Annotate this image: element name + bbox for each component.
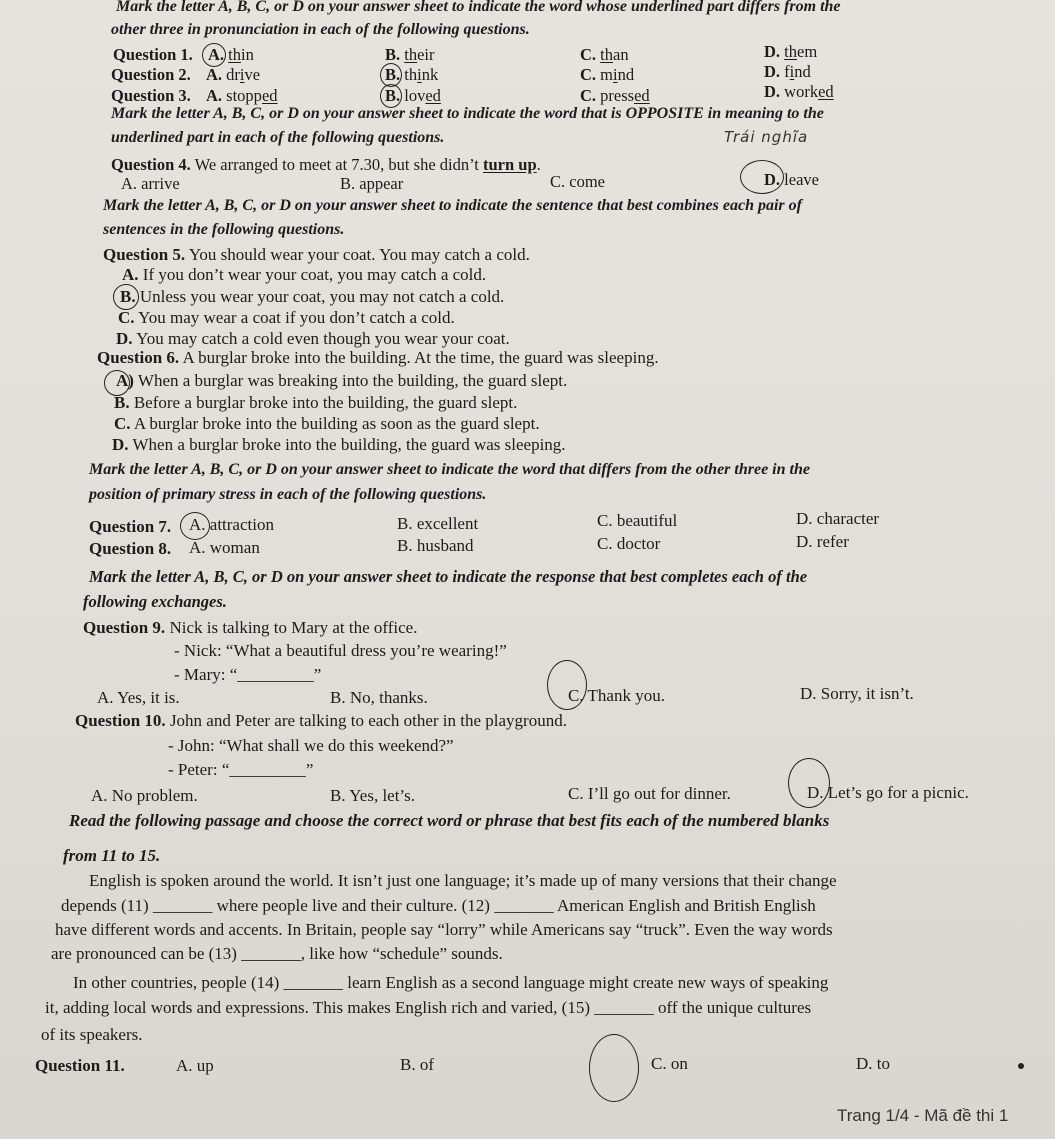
q9-option-a[interactable]: A. Yes, it is. xyxy=(97,688,180,707)
passage-line-1: English is spoken around the world. It isn’t just one language; it’s made up of many versions that their change xyxy=(89,871,837,890)
q4-option-c[interactable]: C. come xyxy=(550,172,605,191)
q3-option-c[interactable]: C. pressed xyxy=(580,86,650,105)
page-footer: Trang 1/4 - Mã đề thi 1 xyxy=(837,1106,1009,1125)
q1-option-b[interactable]: B. their xyxy=(385,45,435,64)
q1-option-d[interactable]: D. them xyxy=(764,42,818,61)
q5-answer-circle xyxy=(113,284,139,310)
q10-option-b[interactable]: B. Yes, let’s. xyxy=(330,786,416,805)
passage-line-2: depends (11) _______ where people live and their culture. (12) _______ American English and British English xyxy=(61,896,816,915)
q9-dialogue-nick: - Nick: “What a beautiful dress you’re wearing!” xyxy=(174,641,507,660)
instruction-opposite-line2: underlined part in each of the following questions. xyxy=(111,129,445,146)
question-11-label: Question 11. xyxy=(35,1056,125,1075)
q3-option-d[interactable]: D. worked xyxy=(764,82,834,101)
q4-option-a[interactable]: A. arrive xyxy=(121,174,180,193)
passage-line-6: it, adding local words and expressions. This makes English rich and varied, (15) _______ off the unique cultures xyxy=(45,998,812,1017)
instruction-combine-line2: sentences in the following questions. xyxy=(103,221,345,238)
q5-option-b[interactable]: B. Unless you wear your coat, you may not catch a cold. xyxy=(120,287,505,306)
question-5-stem: Question 5. You should wear your coat. You may catch a cold. xyxy=(103,245,530,264)
q11-answer-circle xyxy=(589,1034,639,1102)
q10-option-a[interactable]: A. No problem. xyxy=(91,786,198,805)
question-2-label: Question 2. xyxy=(111,65,191,84)
handwritten-note: Trái nghĩa xyxy=(724,128,809,146)
q6-answer-circle xyxy=(104,370,130,396)
q9-dialogue-mary: - Mary: “_________” xyxy=(174,665,322,684)
q4-option-d[interactable]: D. leave xyxy=(764,170,819,189)
q6-option-a[interactable]: A) When a burglar was breaking into the building, the guard slept. xyxy=(116,371,568,390)
q10-option-c[interactable]: C. I’ll go out for dinner. xyxy=(568,784,731,803)
q2-option-a[interactable]: A. drive xyxy=(206,65,261,84)
q5-option-c[interactable]: C. You may wear a coat if you don’t catch a cold. xyxy=(118,308,455,327)
question-9-stem: Question 9. Nick is talking to Mary at the office. xyxy=(83,618,418,637)
q10-dialogue-peter: - Peter: “_________” xyxy=(168,760,314,779)
question-10-stem: Question 10. John and Peter are talking to each other in the playground. xyxy=(75,711,567,730)
instruction-combine-line1: Mark the letter A, B, C, or D on your answer sheet to indicate the sentence that best combines each pair of xyxy=(103,197,802,214)
q10-dialogue-john: - John: “What shall we do this weekend?” xyxy=(168,736,454,755)
q6-option-d[interactable]: D. When a burglar broke into the building, the guard was sleeping. xyxy=(112,435,566,454)
instruction-pronunciation-line1: Mark the letter A, B, C, or D on your answer sheet to indicate the word whose underlined part differs from the xyxy=(116,0,841,15)
q2-option-d[interactable]: D. find xyxy=(764,62,811,81)
question-6-stem: Question 6. A burglar broke into the building. At the time, the guard was sleeping. xyxy=(97,348,659,367)
q4-answer-circle xyxy=(740,160,784,194)
q7-option-b[interactable]: B. excellent xyxy=(397,514,479,533)
passage-line-5: In other countries, people (14) _______ learn English as a second language might create new ways of speaking xyxy=(73,973,829,992)
q11-option-d[interactable]: D. to xyxy=(856,1054,890,1073)
q9-answer-circle xyxy=(547,660,587,710)
q1-answer-circle xyxy=(202,43,226,67)
ink-dot xyxy=(1018,1063,1024,1069)
instruction-passage-line2: from 11 to 15. xyxy=(63,846,161,865)
q11-option-b[interactable]: B. of xyxy=(400,1055,434,1074)
passage-line-7: of its speakers. xyxy=(41,1025,143,1044)
q7-answer-circle xyxy=(180,512,210,540)
q9-option-c[interactable]: C. Thank you. xyxy=(568,686,665,705)
q6-option-b[interactable]: B. Before a burglar broke into the building, the guard slept. xyxy=(114,393,518,412)
passage-line-3: have different words and accents. In Britain, people say “lorry” while Americans say “truck”. Even the way words xyxy=(55,920,833,939)
question-3-label: Question 3. xyxy=(111,86,191,105)
q5-option-d[interactable]: D. You may catch a cold even though you wear your coat. xyxy=(116,329,510,348)
q8-option-b[interactable]: B. husband xyxy=(397,536,474,555)
q8-option-d[interactable]: D. refer xyxy=(796,532,849,551)
q6-option-c[interactable]: C. A burglar broke into the building as soon as the guard slept. xyxy=(114,414,540,433)
q1-option-a[interactable]: A. thin xyxy=(208,45,254,64)
q10-answer-circle xyxy=(788,758,830,808)
instruction-stress-line1: Mark the letter A, B, C, or D on your answer sheet to indicate the word that differs from the other three in the xyxy=(89,461,810,478)
instruction-opposite-line1: Mark the letter A, B, C, or D on your answer sheet to indicate the word that is OPPOSITE in meaning to the xyxy=(111,105,824,122)
question-7-label: Question 7. xyxy=(89,517,172,536)
q9-option-d[interactable]: D. Sorry, it isn’t. xyxy=(800,684,914,703)
q10-option-d[interactable]: D. Let’s go for a picnic. xyxy=(807,783,969,802)
q11-option-a[interactable]: A. up xyxy=(176,1056,214,1075)
q2-option-c[interactable]: C. mind xyxy=(580,65,635,84)
q11-option-c[interactable]: C. on xyxy=(651,1054,688,1073)
q3-option-b[interactable]: B. loved xyxy=(385,86,441,105)
instruction-pronunciation-line2: other three in pronunciation in each of the following questions. xyxy=(111,21,530,38)
question-1-label: Question 1. xyxy=(113,45,193,64)
q7-option-a[interactable]: A. attraction xyxy=(189,515,274,534)
q4-option-b[interactable]: B. appear xyxy=(340,174,404,193)
q1-option-c[interactable]: C. than xyxy=(580,45,629,64)
question-8-label: Question 8. xyxy=(89,539,172,558)
instruction-exchange-line2: following exchanges. xyxy=(83,592,227,611)
instruction-passage-line1: Read the following passage and choose the correct word or phrase that best fits each of the numbered blanks xyxy=(69,811,830,830)
instruction-stress-line2: position of primary stress in each of the following questions. xyxy=(89,486,487,503)
q3-option-a[interactable]: A. stopped xyxy=(206,86,278,105)
q2-option-b[interactable]: B. think xyxy=(385,65,439,84)
passage-line-4: are pronounced can be (13) _______, like how “schedule” sounds. xyxy=(51,944,503,963)
question-4-stem: Question 4. We arranged to meet at 7.30, but she didn’t turn up. xyxy=(111,155,541,174)
q5-option-a[interactable]: A. If you don’t wear your coat, you may catch a cold. xyxy=(122,265,487,284)
q7-option-c[interactable]: C. beautiful xyxy=(597,511,678,530)
q9-option-b[interactable]: B. No, thanks. xyxy=(330,688,428,707)
q8-option-a[interactable]: A. woman xyxy=(189,538,260,557)
q7-option-d[interactable]: D. character xyxy=(796,509,880,528)
q8-option-c[interactable]: C. doctor xyxy=(597,534,661,553)
instruction-exchange-line1: Mark the letter A, B, C, or D on your answer sheet to indicate the response that best completes each of the xyxy=(89,567,808,586)
